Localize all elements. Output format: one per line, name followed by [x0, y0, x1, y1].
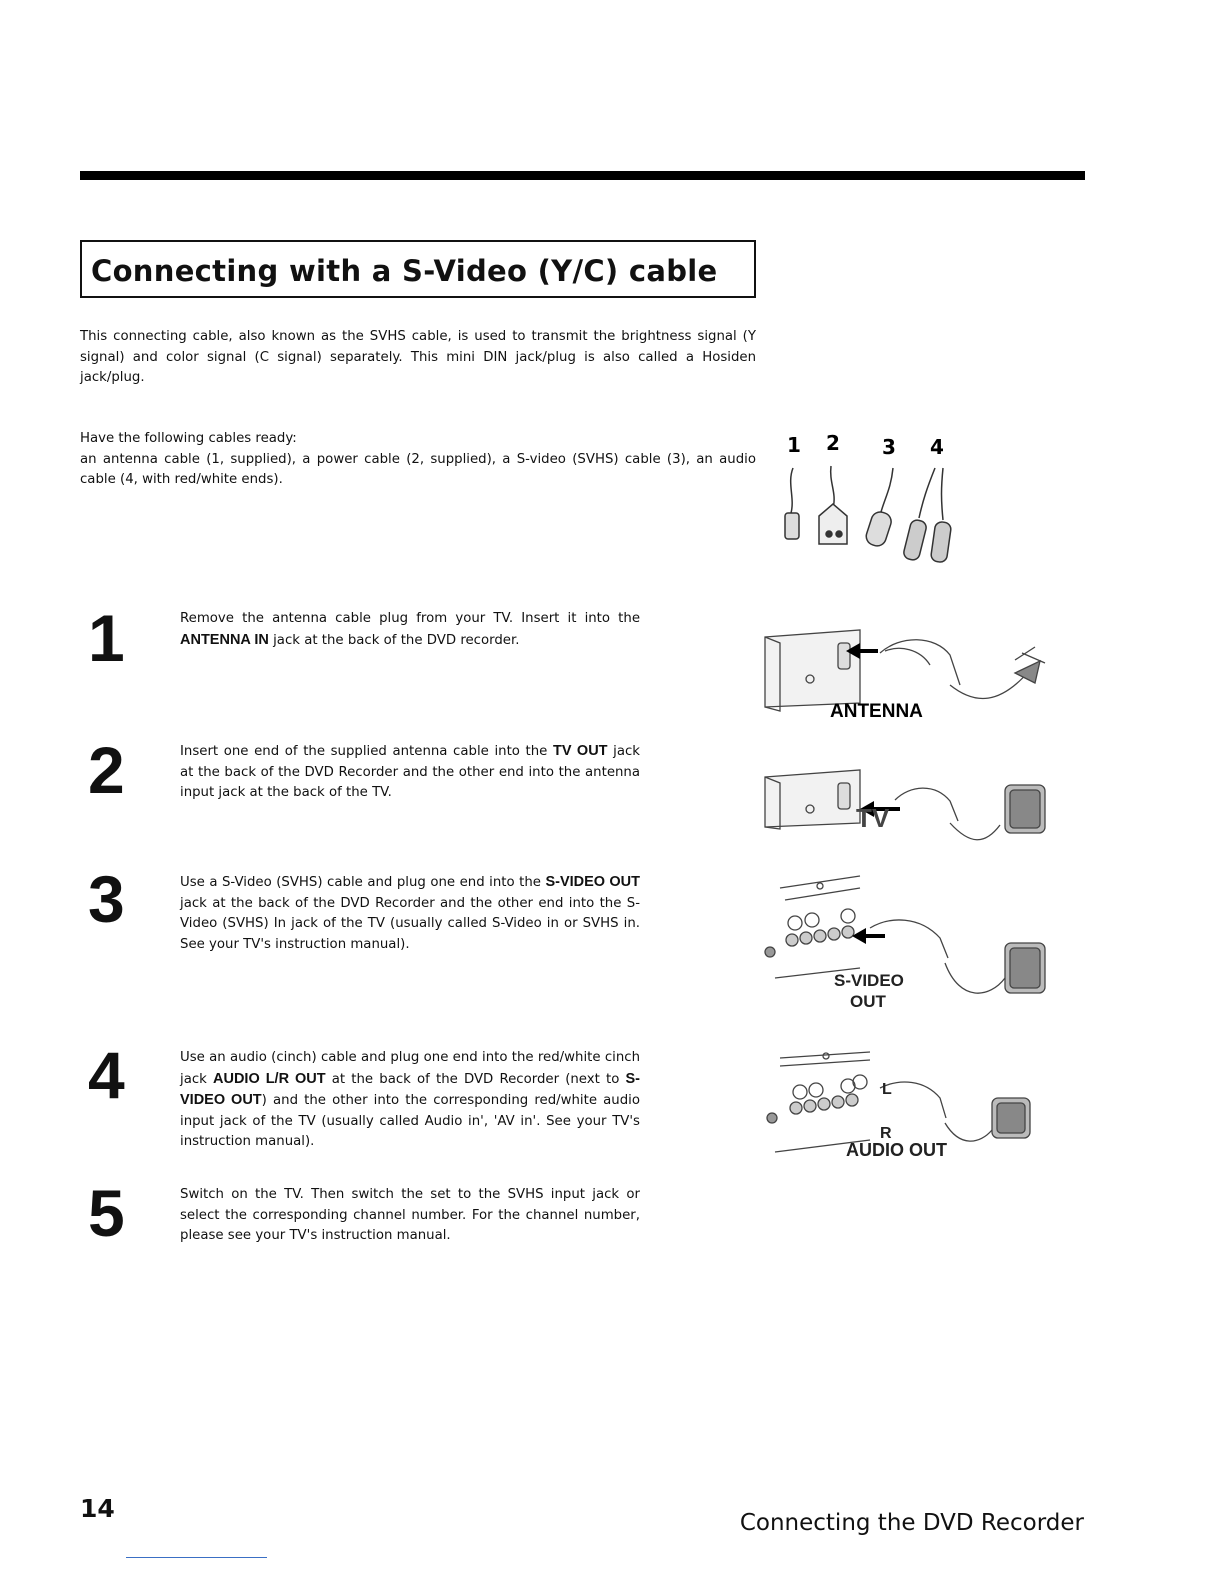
tv-label: TV: [856, 803, 890, 833]
step-text-2: [180, 741, 640, 804]
step-4-text-c: ) and the other into the corresponding red/white audio input jack of the TV (usually called Audio in', 'AV in'. See your TV's instruction manual).: [180, 1093, 640, 1149]
tv-figure: [760, 765, 1050, 865]
antenna-figure: [760, 625, 1050, 725]
step-2-text-b: jack at the back of the DVD Recorder and the other end into the antenna input jack at the back of the TV.: [180, 744, 640, 800]
top-rule: [80, 171, 1085, 180]
step-4-text-a: Use an audio (cinch) cable and plug one end into the red/white cinch jack: [180, 1050, 640, 1087]
step-1-text-a: Remove the antenna cable plug from your TV. Insert it into the: [180, 611, 640, 626]
title-box: [80, 240, 756, 298]
step-4-bold-a: AUDIO L/R OUT: [213, 1070, 326, 1087]
cable-number-4: 4: [930, 435, 944, 459]
section-title: Connecting the DVD Recorder: [739, 1510, 1084, 1536]
svideo-label-line1: S-VIDEO: [834, 971, 904, 990]
step-2-bold: TV OUT: [552, 743, 608, 759]
audio-label-r: R: [880, 1125, 892, 1142]
step-text-1: [180, 609, 640, 651]
step-number-2: 2: [88, 733, 125, 807]
svideo-label-line2: OUT: [850, 992, 886, 1011]
cable-number-2: 2: [826, 431, 840, 455]
step-number-5: 5: [88, 1176, 125, 1250]
audio-out-label: AUDIO OUT: [846, 1140, 947, 1160]
page-number: 14: [80, 1494, 115, 1523]
step-4-text-b: at the back of the DVD Recorder (next to: [325, 1071, 626, 1087]
step-4-bold-b: S-VIDEO OUT: [180, 1070, 640, 1108]
audio-figure: [760, 1048, 1050, 1168]
audio-label-l: L: [882, 1081, 892, 1098]
step-text-3: [180, 872, 640, 955]
step-number-4: 4: [88, 1038, 125, 1112]
step-5-text: Switch on the TV. Then switch the set to the SVHS input jack or select the corresponding channel number. For the channel number, please see your TV's instruction manual.: [180, 1187, 640, 1243]
step-3-bold: S-VIDEO OUT: [545, 874, 640, 890]
step-number-3: 3: [88, 862, 125, 936]
page-title: Connecting with a S-Video (Y/C) cable: [91, 254, 718, 288]
step-1-bold: ANTENNA IN: [180, 631, 269, 648]
cable-number-3: 3: [882, 435, 896, 459]
step-text-4: [180, 1048, 640, 1153]
svideo-figure: [760, 868, 1050, 1018]
step-text-5: [180, 1185, 640, 1247]
step-3-text-b: jack at the back of the DVD Recorder and the other end into the S-Video (SVHS) In jack of the TV (usually called S-Video in or SVHS in. See your TV's instruction manual).: [180, 895, 640, 952]
intro-paragraph: This connecting cable, also known as the SVHS cable, is used to transmit the brightness signal (Y signal) and color signal (C signal) separately. This mini DIN jack/plug is also called a Hosiden jack/plug.: [80, 329, 756, 385]
step-2-text-a: Insert one end of the supplied antenna cable into the: [180, 744, 553, 759]
cable-number-1: 1: [787, 433, 801, 457]
step-3-text-a: Use a S-Video (SVHS) cable and plug one end into the: [180, 875, 546, 890]
cables-text: an antenna cable (1, supplied), a power cable (2, supplied), a S-video (SVHS) cable (3), an audio cable (4, with red/white ends).: [80, 451, 756, 487]
step-1-text-b: jack at the back of the DVD recorder.: [268, 632, 520, 648]
cables-figure: [775, 428, 975, 578]
step-number-1: 1: [88, 601, 125, 675]
footer-link-underline: [126, 1557, 267, 1558]
cables-block: [80, 429, 756, 491]
antenna-label: ANTENNA: [830, 701, 923, 722]
cables-heading: Have the following cables ready:: [80, 431, 297, 446]
